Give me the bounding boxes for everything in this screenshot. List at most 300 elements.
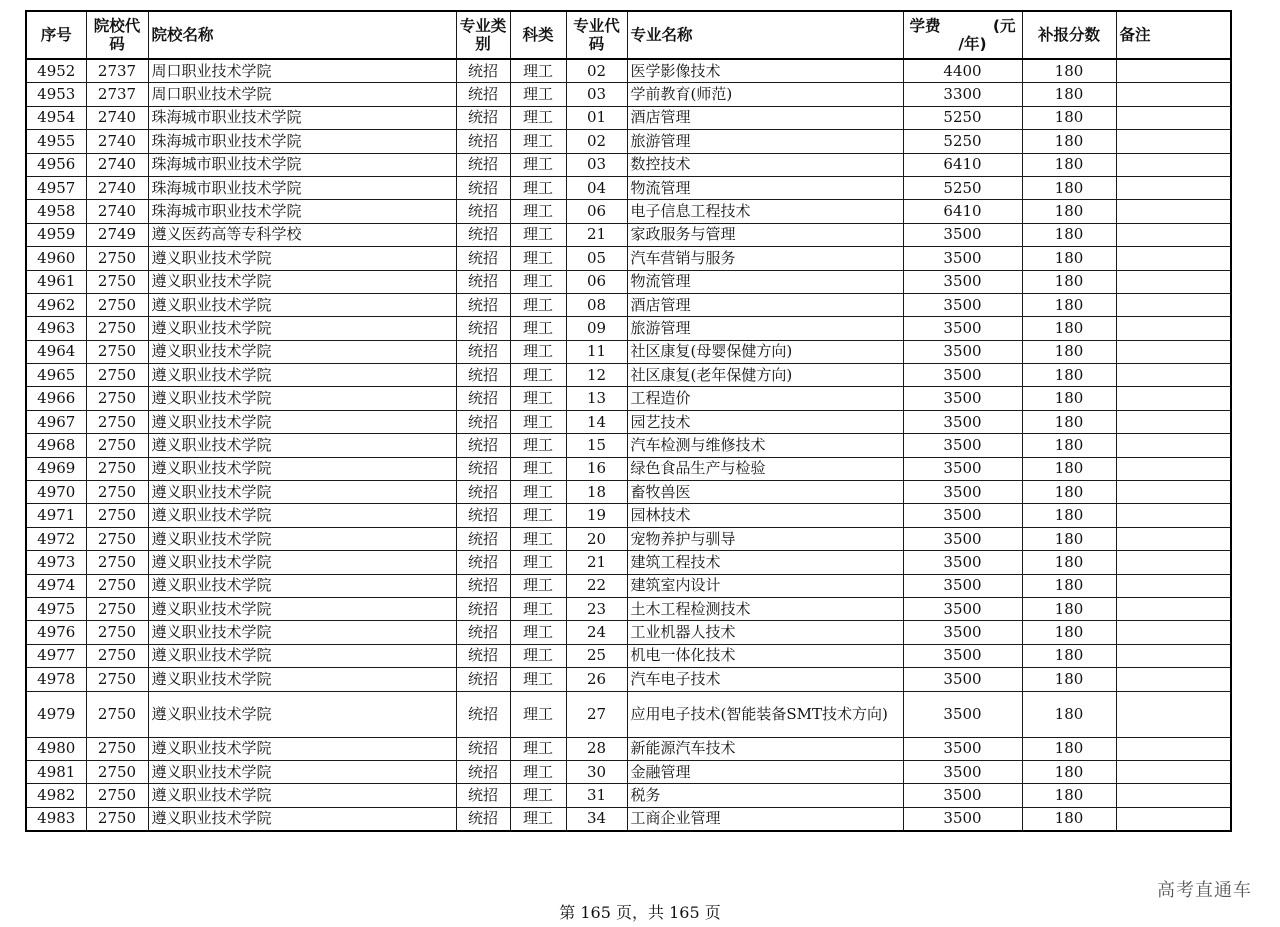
document-sheet	[25, 10, 1230, 832]
cell-remarks	[1116, 527, 1231, 550]
cell-major-code: 03	[566, 153, 627, 176]
cell-subject: 理工	[510, 317, 566, 340]
cell-seq: 4977	[26, 644, 86, 667]
cell-min-score: 180	[1022, 410, 1116, 433]
cell-major-code: 28	[566, 737, 627, 760]
cell-min-score: 180	[1022, 270, 1116, 293]
cell-subject: 理工	[510, 644, 566, 667]
cell-seq: 4956	[26, 153, 86, 176]
header-major-code: 专业代码	[566, 11, 627, 59]
table-row	[26, 293, 1231, 316]
cell-major-category: 统招	[456, 247, 510, 270]
cell-remarks	[1116, 130, 1231, 153]
cell-seq: 4960	[26, 247, 86, 270]
cell-seq: 4982	[26, 784, 86, 807]
cell-school-name: 遵义职业技术学院	[148, 527, 456, 550]
cell-min-score: 180	[1022, 293, 1116, 316]
cell-major-name: 畜牧兽医	[627, 481, 903, 504]
cell-min-score: 180	[1022, 737, 1116, 760]
cell-major-category: 统招	[456, 760, 510, 783]
cell-major-name: 家政服务与管理	[627, 223, 903, 246]
cell-min-score: 180	[1022, 200, 1116, 223]
table-row	[26, 691, 1231, 737]
cell-seq: 4968	[26, 434, 86, 457]
cell-major-category: 统招	[456, 807, 510, 831]
cell-major-code: 05	[566, 247, 627, 270]
table-row	[26, 457, 1231, 480]
table-row	[26, 481, 1231, 504]
table-row	[26, 551, 1231, 574]
cell-min-score: 180	[1022, 551, 1116, 574]
cell-major-name: 绿色食品生产与检验	[627, 457, 903, 480]
table-row	[26, 434, 1231, 457]
cell-major-category: 统招	[456, 574, 510, 597]
table-row	[26, 737, 1231, 760]
cell-min-score: 180	[1022, 434, 1116, 457]
cell-major-name: 新能源汽车技术	[627, 737, 903, 760]
cell-major-code: 24	[566, 621, 627, 644]
cell-seq: 4958	[26, 200, 86, 223]
cell-school-code: 2750	[86, 317, 148, 340]
cell-remarks	[1116, 621, 1231, 644]
cell-school-code: 2750	[86, 644, 148, 667]
cell-major-category: 统招	[456, 597, 510, 620]
table-row	[26, 597, 1231, 620]
cell-school-name: 遵义职业技术学院	[148, 668, 456, 691]
cell-fee: 3500	[903, 457, 1022, 480]
cell-min-score: 180	[1022, 176, 1116, 199]
cell-school-name: 珠海城市职业技术学院	[148, 153, 456, 176]
table-row	[26, 504, 1231, 527]
cell-subject: 理工	[510, 691, 566, 737]
cell-major-code: 06	[566, 270, 627, 293]
cell-major-name: 医学影像技术	[627, 59, 903, 83]
cell-remarks	[1116, 153, 1231, 176]
cell-min-score: 180	[1022, 807, 1116, 831]
table-row	[26, 130, 1231, 153]
cell-min-score: 180	[1022, 597, 1116, 620]
cell-major-name: 酒店管理	[627, 293, 903, 316]
cell-seq: 4969	[26, 457, 86, 480]
cell-major-code: 01	[566, 106, 627, 129]
cell-major-code: 02	[566, 59, 627, 83]
table-row	[26, 784, 1231, 807]
cell-school-name: 珠海城市职业技术学院	[148, 176, 456, 199]
cell-fee: 3500	[903, 247, 1022, 270]
table-row	[26, 621, 1231, 644]
table-row	[26, 760, 1231, 783]
cell-major-category: 统招	[456, 551, 510, 574]
cell-min-score: 180	[1022, 106, 1116, 129]
cell-remarks	[1116, 364, 1231, 387]
cell-major-code: 11	[566, 340, 627, 363]
cell-fee: 5250	[903, 130, 1022, 153]
cell-major-code: 04	[566, 176, 627, 199]
cell-seq: 4974	[26, 574, 86, 597]
header-major-name: 专业名称	[627, 11, 903, 59]
table-row	[26, 574, 1231, 597]
cell-school-code: 2750	[86, 527, 148, 550]
cell-school-name: 遵义职业技术学院	[148, 364, 456, 387]
cell-major-name: 社区康复(母婴保健方向)	[627, 340, 903, 363]
cell-school-name: 遵义职业技术学院	[148, 691, 456, 737]
cell-school-code: 2750	[86, 597, 148, 620]
table-row	[26, 83, 1231, 106]
cell-subject: 理工	[510, 457, 566, 480]
table-row	[26, 527, 1231, 550]
cell-fee: 3500	[903, 293, 1022, 316]
cell-school-code: 2750	[86, 574, 148, 597]
cell-major-name: 工程造价	[627, 387, 903, 410]
cell-school-code: 2750	[86, 481, 148, 504]
cell-major-code: 31	[566, 784, 627, 807]
cell-major-code: 18	[566, 481, 627, 504]
cell-school-name: 珠海城市职业技术学院	[148, 130, 456, 153]
cell-major-name: 金融管理	[627, 760, 903, 783]
cell-subject: 理工	[510, 200, 566, 223]
admissions-table	[25, 10, 1232, 832]
cell-fee: 3500	[903, 551, 1022, 574]
cell-remarks	[1116, 504, 1231, 527]
cell-remarks	[1116, 434, 1231, 457]
cell-school-name: 遵义职业技术学院	[148, 410, 456, 433]
cell-school-code: 2740	[86, 200, 148, 223]
cell-major-code: 12	[566, 364, 627, 387]
table-row	[26, 340, 1231, 363]
cell-major-category: 统招	[456, 130, 510, 153]
table-row	[26, 364, 1231, 387]
cell-seq: 4954	[26, 106, 86, 129]
cell-school-code: 2750	[86, 551, 148, 574]
cell-min-score: 180	[1022, 574, 1116, 597]
table-header	[26, 11, 1231, 59]
cell-school-name: 周口职业技术学院	[148, 59, 456, 83]
cell-subject: 理工	[510, 434, 566, 457]
cell-remarks	[1116, 737, 1231, 760]
cell-subject: 理工	[510, 130, 566, 153]
cell-remarks	[1116, 784, 1231, 807]
cell-major-name: 土木工程检测技术	[627, 597, 903, 620]
cell-fee: 3500	[903, 340, 1022, 363]
header-fee-unit-open: (元	[992, 17, 1016, 35]
cell-major-name: 物流管理	[627, 176, 903, 199]
cell-school-name: 遵义职业技术学院	[148, 644, 456, 667]
cell-remarks	[1116, 176, 1231, 199]
cell-min-score: 180	[1022, 83, 1116, 106]
cell-school-name: 遵义职业技术学院	[148, 807, 456, 831]
cell-major-name: 园艺技术	[627, 410, 903, 433]
cell-major-name: 应用电子技术(智能装备SMT技术方向)	[627, 691, 903, 737]
cell-seq: 4975	[26, 597, 86, 620]
cell-seq: 4983	[26, 807, 86, 831]
cell-major-category: 统招	[456, 223, 510, 246]
header-row	[26, 11, 1231, 59]
cell-fee: 3500	[903, 668, 1022, 691]
cell-remarks	[1116, 223, 1231, 246]
cell-seq: 4979	[26, 691, 86, 737]
cell-school-name: 遵义职业技术学院	[148, 434, 456, 457]
cell-subject: 理工	[510, 410, 566, 433]
cell-min-score: 180	[1022, 223, 1116, 246]
cell-school-name: 遵义职业技术学院	[148, 340, 456, 363]
cell-major-name: 学前教育(师范)	[627, 83, 903, 106]
cell-subject: 理工	[510, 597, 566, 620]
cell-seq: 4955	[26, 130, 86, 153]
cell-major-name: 旅游管理	[627, 317, 903, 340]
cell-school-name: 遵义职业技术学院	[148, 387, 456, 410]
table-row	[26, 106, 1231, 129]
cell-fee: 5250	[903, 106, 1022, 129]
cell-major-code: 16	[566, 457, 627, 480]
cell-seq: 4976	[26, 621, 86, 644]
cell-major-code: 21	[566, 223, 627, 246]
cell-remarks	[1116, 760, 1231, 783]
cell-major-code: 26	[566, 668, 627, 691]
cell-major-category: 统招	[456, 200, 510, 223]
cell-school-code: 2740	[86, 130, 148, 153]
table-row	[26, 410, 1231, 433]
header-fee-unit-close: /年)	[958, 35, 987, 53]
cell-major-category: 统招	[456, 153, 510, 176]
cell-school-code: 2750	[86, 737, 148, 760]
cell-remarks	[1116, 574, 1231, 597]
cell-remarks	[1116, 481, 1231, 504]
cell-major-code: 21	[566, 551, 627, 574]
cell-remarks	[1116, 410, 1231, 433]
cell-subject: 理工	[510, 176, 566, 199]
cell-seq: 4962	[26, 293, 86, 316]
cell-subject: 理工	[510, 574, 566, 597]
cell-major-category: 统招	[456, 434, 510, 457]
cell-school-code: 2737	[86, 83, 148, 106]
cell-major-code: 15	[566, 434, 627, 457]
cell-remarks	[1116, 340, 1231, 363]
cell-min-score: 180	[1022, 504, 1116, 527]
cell-seq: 4978	[26, 668, 86, 691]
cell-min-score: 180	[1022, 527, 1116, 550]
cell-subject: 理工	[510, 481, 566, 504]
cell-school-code: 2740	[86, 153, 148, 176]
cell-school-name: 遵义职业技术学院	[148, 621, 456, 644]
cell-fee: 3500	[903, 784, 1022, 807]
cell-fee: 3500	[903, 223, 1022, 246]
cell-school-code: 2740	[86, 176, 148, 199]
cell-min-score: 180	[1022, 153, 1116, 176]
cell-fee: 3500	[903, 737, 1022, 760]
cell-seq: 4961	[26, 270, 86, 293]
cell-school-name: 遵义医药高等专科学校	[148, 223, 456, 246]
cell-major-category: 统招	[456, 176, 510, 199]
cell-school-name: 遵义职业技术学院	[148, 293, 456, 316]
cell-seq: 4972	[26, 527, 86, 550]
cell-seq: 4965	[26, 364, 86, 387]
cell-min-score: 180	[1022, 784, 1116, 807]
cell-major-name: 社区康复(老年保健方向)	[627, 364, 903, 387]
cell-school-name: 遵义职业技术学院	[148, 574, 456, 597]
cell-remarks	[1116, 106, 1231, 129]
cell-remarks	[1116, 270, 1231, 293]
cell-major-name: 工商企业管理	[627, 807, 903, 831]
cell-major-name: 工业机器人技术	[627, 621, 903, 644]
cell-min-score: 180	[1022, 691, 1116, 737]
cell-school-name: 遵义职业技术学院	[148, 270, 456, 293]
table-row	[26, 153, 1231, 176]
cell-subject: 理工	[510, 551, 566, 574]
cell-major-category: 统招	[456, 59, 510, 83]
table-row	[26, 807, 1231, 831]
cell-fee: 3500	[903, 574, 1022, 597]
cell-subject: 理工	[510, 504, 566, 527]
cell-major-category: 统招	[456, 691, 510, 737]
cell-major-code: 19	[566, 504, 627, 527]
cell-major-category: 统招	[456, 737, 510, 760]
cell-major-code: 13	[566, 387, 627, 410]
cell-school-name: 珠海城市职业技术学院	[148, 200, 456, 223]
cell-remarks	[1116, 293, 1231, 316]
cell-seq: 4967	[26, 410, 86, 433]
cell-min-score: 180	[1022, 130, 1116, 153]
cell-school-code: 2750	[86, 760, 148, 783]
cell-subject: 理工	[510, 223, 566, 246]
cell-fee: 3500	[903, 597, 1022, 620]
cell-major-code: 20	[566, 527, 627, 550]
header-fee-label: 学费	[909, 17, 941, 35]
cell-subject: 理工	[510, 784, 566, 807]
cell-major-category: 统招	[456, 83, 510, 106]
table-row	[26, 223, 1231, 246]
cell-min-score: 180	[1022, 59, 1116, 83]
cell-seq: 4973	[26, 551, 86, 574]
cell-major-name: 汽车检测与维修技术	[627, 434, 903, 457]
cell-fee: 3500	[903, 434, 1022, 457]
cell-school-name: 遵义职业技术学院	[148, 737, 456, 760]
cell-remarks	[1116, 457, 1231, 480]
cell-school-code: 2750	[86, 457, 148, 480]
cell-school-code: 2750	[86, 410, 148, 433]
cell-major-category: 统招	[456, 270, 510, 293]
cell-min-score: 180	[1022, 387, 1116, 410]
cell-school-code: 2750	[86, 364, 148, 387]
cell-major-category: 统招	[456, 527, 510, 550]
cell-subject: 理工	[510, 737, 566, 760]
table-row	[26, 200, 1231, 223]
cell-major-category: 统招	[456, 784, 510, 807]
cell-school-code: 2750	[86, 668, 148, 691]
cell-remarks	[1116, 59, 1231, 83]
cell-school-code: 2750	[86, 784, 148, 807]
table-row	[26, 644, 1231, 667]
cell-seq: 4959	[26, 223, 86, 246]
cell-remarks	[1116, 83, 1231, 106]
cell-min-score: 180	[1022, 760, 1116, 783]
cell-seq: 4966	[26, 387, 86, 410]
cell-major-name: 园林技术	[627, 504, 903, 527]
cell-major-name: 税务	[627, 784, 903, 807]
cell-school-name: 遵义职业技术学院	[148, 504, 456, 527]
cell-school-name: 遵义职业技术学院	[148, 784, 456, 807]
cell-major-name: 汽车电子技术	[627, 668, 903, 691]
cell-school-name: 遵义职业技术学院	[148, 457, 456, 480]
cell-min-score: 180	[1022, 247, 1116, 270]
header-seq: 序号	[26, 11, 86, 59]
cell-school-code: 2750	[86, 293, 148, 316]
cell-remarks	[1116, 200, 1231, 223]
cell-major-category: 统招	[456, 106, 510, 129]
cell-major-name: 建筑室内设计	[627, 574, 903, 597]
cell-major-name: 宠物养护与驯导	[627, 527, 903, 550]
cell-fee: 3500	[903, 691, 1022, 737]
cell-subject: 理工	[510, 760, 566, 783]
cell-fee: 3500	[903, 504, 1022, 527]
cell-school-name: 遵义职业技术学院	[148, 760, 456, 783]
cell-major-category: 统招	[456, 481, 510, 504]
cell-school-name: 周口职业技术学院	[148, 83, 456, 106]
cell-school-code: 2750	[86, 434, 148, 457]
cell-major-category: 统招	[456, 644, 510, 667]
cell-fee: 3300	[903, 83, 1022, 106]
cell-subject: 理工	[510, 364, 566, 387]
cell-subject: 理工	[510, 293, 566, 316]
header-school-name: 院校名称	[148, 11, 456, 59]
cell-remarks	[1116, 387, 1231, 410]
cell-remarks	[1116, 551, 1231, 574]
cell-fee: 6410	[903, 200, 1022, 223]
table-row	[26, 317, 1231, 340]
cell-fee: 4400	[903, 59, 1022, 83]
cell-major-name: 电子信息工程技术	[627, 200, 903, 223]
table-row	[26, 247, 1231, 270]
cell-subject: 理工	[510, 668, 566, 691]
cell-fee: 3500	[903, 364, 1022, 387]
cell-seq: 4952	[26, 59, 86, 83]
header-fee	[903, 11, 1022, 59]
cell-school-name: 珠海城市职业技术学院	[148, 106, 456, 129]
cell-fee: 3500	[903, 410, 1022, 433]
cell-major-code: 08	[566, 293, 627, 316]
cell-major-code: 09	[566, 317, 627, 340]
cell-major-code: 27	[566, 691, 627, 737]
cell-remarks	[1116, 691, 1231, 737]
cell-remarks	[1116, 317, 1231, 340]
cell-major-category: 统招	[456, 668, 510, 691]
cell-school-code: 2750	[86, 340, 148, 363]
cell-seq: 4981	[26, 760, 86, 783]
cell-major-category: 统招	[456, 410, 510, 433]
table-row	[26, 387, 1231, 410]
watermark-text: 高考直通车	[1157, 880, 1252, 901]
cell-subject: 理工	[510, 387, 566, 410]
cell-remarks	[1116, 807, 1231, 831]
cell-subject: 理工	[510, 153, 566, 176]
cell-school-code: 2750	[86, 691, 148, 737]
cell-major-code: 34	[566, 807, 627, 831]
cell-major-code: 06	[566, 200, 627, 223]
cell-major-category: 统招	[456, 317, 510, 340]
header-major-category: 专业类别	[456, 11, 510, 59]
header-school-code: 院校代码	[86, 11, 148, 59]
cell-fee: 3500	[903, 527, 1022, 550]
cell-fee: 3500	[903, 644, 1022, 667]
cell-major-category: 统招	[456, 504, 510, 527]
cell-subject: 理工	[510, 340, 566, 363]
cell-major-category: 统招	[456, 293, 510, 316]
cell-remarks	[1116, 597, 1231, 620]
header-subject: 科类	[510, 11, 566, 59]
cell-seq: 4980	[26, 737, 86, 760]
cell-seq: 4971	[26, 504, 86, 527]
cell-min-score: 180	[1022, 457, 1116, 480]
cell-remarks	[1116, 644, 1231, 667]
